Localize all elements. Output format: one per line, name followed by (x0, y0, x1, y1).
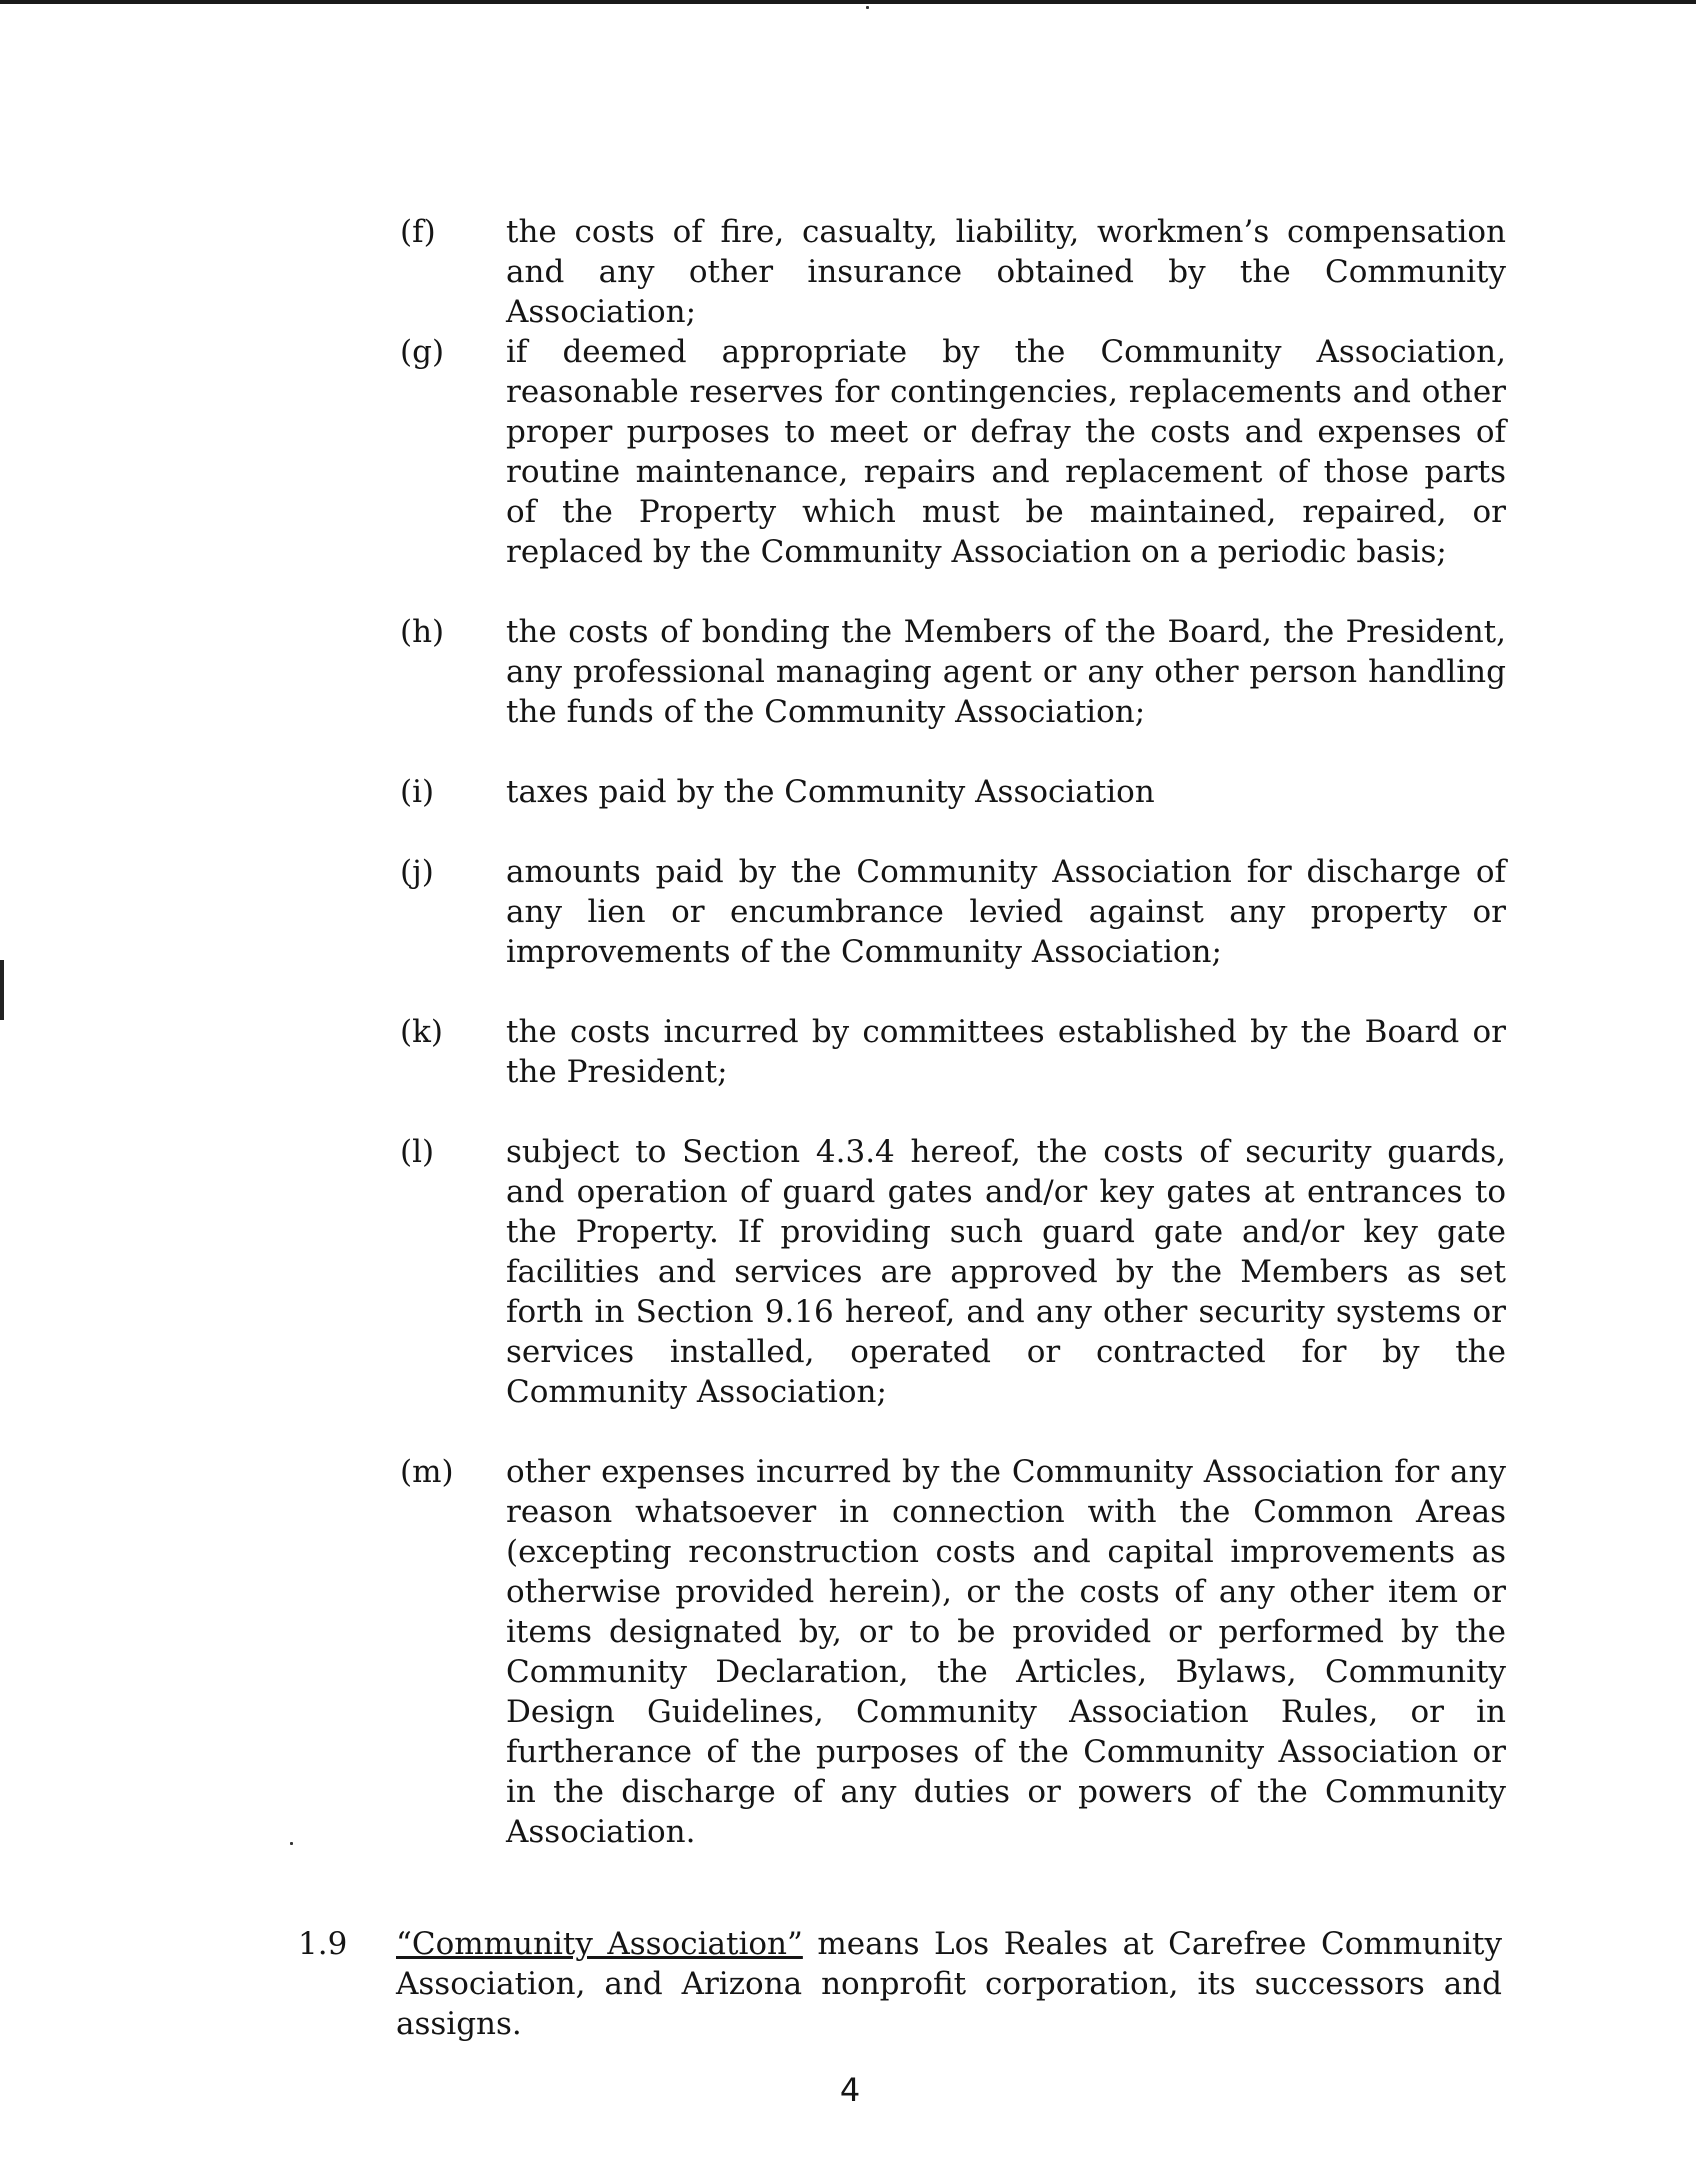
definition-body: means Los Reales at Carefree Community Association, and Arizona nonprofit corporation, its successors and assigns. (396, 1926, 1502, 2042)
scan-speck (290, 1842, 293, 1845)
item-text: if deemed appropriate by the Community Association, reasonable reserves for contingencies, replacements and other proper purposes to meet or defray the costs and expenses of routine maintenance, repairs and replacement of those parts of the Property which must be maintained, repaired, or replaced by the Community Association on a periodic basis; (506, 334, 1506, 570)
section-number: 1.9 (298, 1926, 348, 1962)
scan-speck (866, 6, 869, 9)
item-label: (f) (400, 214, 436, 250)
item-text: other expenses incurred by the Community Association for any reason whatsoever in connection with the Common Areas (excepting reconstruction costs and capital improvements as otherwise provided herein), or the costs of any other item or items designated by, or to be provided or performed by the Community Declaration, the Articles, Bylaws, Community Design Guidelines, Community Association Rules, or in furtherance of the purposes of the Community Association or in the discharge of any duties or powers of the Community Association. (506, 1454, 1506, 1850)
item-label: (k) (400, 1014, 443, 1050)
item-text: the costs of fire, casualty, liability, workmen’s compensation and any other insurance obtained by the Community Association; (506, 214, 1506, 330)
item-label: (h) (400, 614, 445, 650)
defined-term: “Community Association” (396, 1926, 803, 1962)
item-label: (l) (400, 1134, 435, 1170)
item-text: the costs of bonding the Members of the Board, the President, any professional managing agent or any other person handling the funds of the Community Association; (506, 614, 1506, 730)
item-label: (i) (400, 774, 435, 810)
scan-top-edge (0, 0, 1696, 4)
item-label: (m) (400, 1454, 454, 1490)
definition-text (396, 1924, 1502, 2044)
item-text: taxes paid by the Community Association (506, 774, 1155, 810)
item-label: (j) (400, 854, 434, 890)
item-text: the costs incurred by committees established by the Board or the President; (506, 1014, 1506, 1090)
page-number: 4 (839, 2071, 861, 2109)
item-text: amounts paid by the Community Association for discharge of any lien or encumbrance levied against any property or improvements of the Community Association; (506, 854, 1506, 970)
scan-edge-mark (0, 960, 4, 1020)
item-label: (g) (400, 334, 445, 370)
item-text: subject to Section 4.3.4 hereof, the costs of security guards, and operation of guard gates and/or key gates at entrances to the Property. If providing such guard gate and/or key gate facilities and services are approved by the Members as set forth in Section 9.16 hereof, and any other security systems or services installed, operated or contracted for by the Community Association; (506, 1134, 1506, 1410)
